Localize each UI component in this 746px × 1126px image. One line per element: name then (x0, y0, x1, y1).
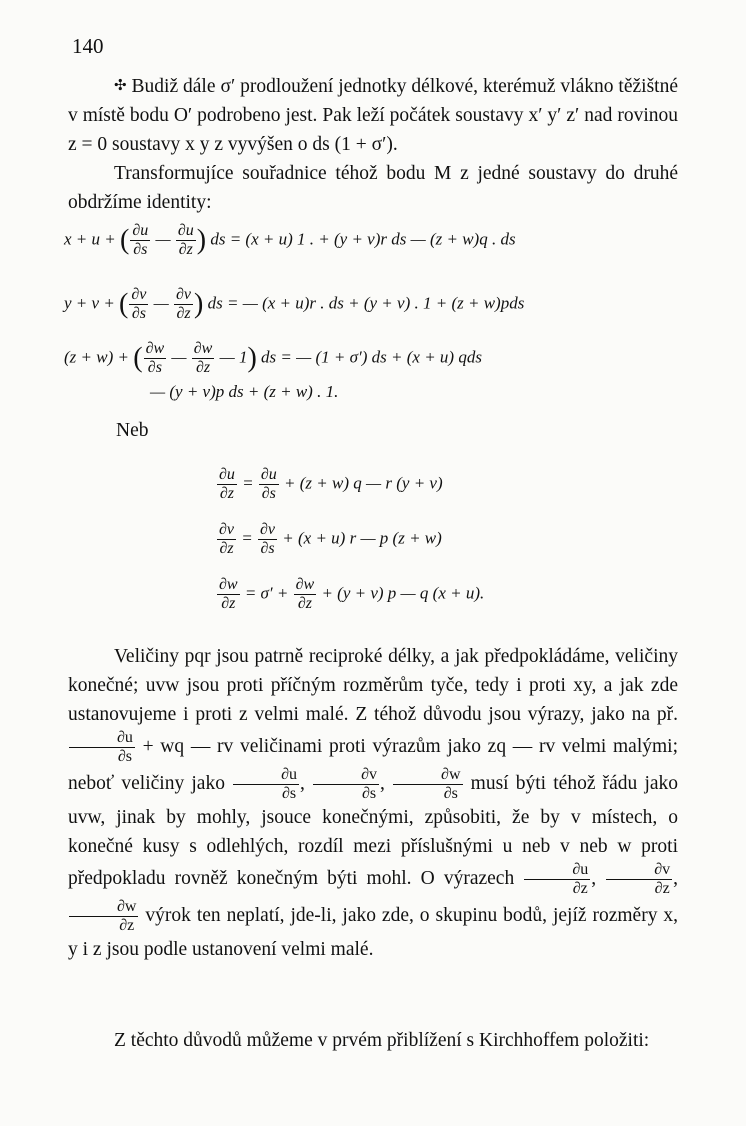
equation-identity-1: x + u + ( $\frac{\partial u}{\partial s}$ — $\frac{\partial u}{\partial z}$ ) ds = (x + u) 1 . + (y + v)r ds — (z + w)q . ds (64, 222, 516, 258)
fraction: $\frac{\partial u}{\partial s}$ (132, 222, 149, 258)
fraction: $\frac{\partial w}{\partial z}$ (295, 576, 315, 612)
equation-neb-1: $\frac{\partial u}{\partial z}$ = $\frac{\partial u}{\partial s}$ + (z + w) q — r (y + v) (219, 466, 443, 502)
fraction: $\frac{\partial u}{\partial z}$ (219, 466, 235, 502)
fraction: $\frac{\partial w}{\partial z}$ (69, 898, 138, 935)
paragraph-intro-text: Budiž dále σ′ prodloužení jednotky délkové, kterémuž vlákno těžištné v místě bodu O′ podrobeno jest. Pak leží počátek soustavy x′ y′ z′ nad rovinou z = 0 soustavy x y z vyvýšen o ds (1 + σ′). (68, 76, 678, 155)
paragraph-intro (68, 72, 678, 217)
fraction: $\frac{\partial u}{\partial s}$ (69, 729, 135, 766)
fraction: $\frac{\partial w}{\partial s}$ (145, 340, 165, 376)
fraction: $\frac{\partial u}{\partial s}$ (260, 466, 277, 502)
equation-neb-3: $\frac{\partial w}{\partial z}$ = σ′ + $\frac{\partial w}{\partial z}$ + (y + v) p — q (x + u). (219, 576, 485, 612)
fraction: $\frac{\partial u}{\partial s}$ (233, 766, 299, 803)
fraction: $\frac{\partial w}{\partial s}$ (393, 766, 462, 803)
fraction: $\frac{\partial u}{\partial z}$ (177, 222, 194, 258)
paragraph-magnitudes: Veličiny pqr jsou patrně reciproké délky, a jak předpokládáme, veličiny konečné; uvw jsou proti příčným rozměrům tyče, tedy i proti xy, a jak zde ustanovujeme i proti z velmi malé. Z téhož důvodu jsou výrazy, jako na př. $\frac{\partial u}{\partial s}$ + wq — rv veličinami proti výrazům jako zq — rv velmi malými; neboť veličiny jako $\frac{\partial u}{\partial s}$ , $\frac{\partial v}{\partial s}$ , $\frac{\partial w}{\partial s}$ musí býti téhož řádu jako uvw, jinak by mohly, jsouce konečnými, způsobiti, že by v místech, o konečné kusy s odlehlých, rozdíl mezi příslušnými u neb v neb w proti předpokladu rovněž konečným býti mohl. O výrazech $\frac{\partial u}{\partial z}$ , $\frac{\partial v}{\partial z}$ , $\frac{\partial w}{\partial z}$ výrok ten neplatí, jde-li, jako zde, o skupinu bodů, jejíž rozměry x, y i z jsou podle ustanovení velmi malé. (68, 646, 679, 960)
equation-identity-3: (z + w) + ( $\frac{\partial w}{\partial s}$ — $\frac{\partial w}{\partial z}$ — 1) ds = — (1 + σ′) ds + (x + u) qds (64, 340, 482, 376)
fraction: $\frac{\partial v}{\partial z}$ (176, 286, 192, 322)
equation-identity-3-continued: — (y + v)p ds + (z + w) . 1. (150, 382, 339, 401)
neb-label: Neb (116, 420, 149, 441)
fraction: $\frac{\partial v}{\partial z}$ (219, 521, 235, 557)
asterism-icon: ✣ (114, 78, 127, 94)
fraction: $\frac{\partial v}{\partial z}$ (606, 861, 672, 898)
paragraph-transform: Transformujíce souřadnice téhož bodu M z jedné soustavy do druhé obdržíme identity: (68, 163, 678, 213)
fraction: $\frac{\partial v}{\partial s}$ (260, 521, 276, 557)
fraction: $\frac{\partial v}{\partial s}$ (131, 286, 147, 322)
paragraph-kirchhoff: Z těchto důvodů můžeme v prvém přiblížení s Kirchhoffem položiti: (114, 1030, 650, 1051)
equation-identity-2: y + v + ( $\frac{\partial v}{\partial s}$ — $\frac{\partial v}{\partial z}$ ) ds = — (x + u)r . ds + (y + v) . 1 + (z + w)pds (64, 286, 525, 322)
fraction: $\frac{\partial w}{\partial z}$ (219, 576, 238, 612)
fraction: $\frac{\partial w}{\partial z}$ (193, 340, 213, 376)
equation-neb-2: $\frac{\partial v}{\partial z}$ = $\frac{\partial v}{\partial s}$ + (x + u) r — p (z + w) (219, 521, 442, 557)
fraction: $\frac{\partial v}{\partial s}$ (313, 766, 379, 803)
page-number: 140 (72, 34, 104, 58)
fraction: $\frac{\partial u}{\partial z}$ (524, 861, 590, 898)
